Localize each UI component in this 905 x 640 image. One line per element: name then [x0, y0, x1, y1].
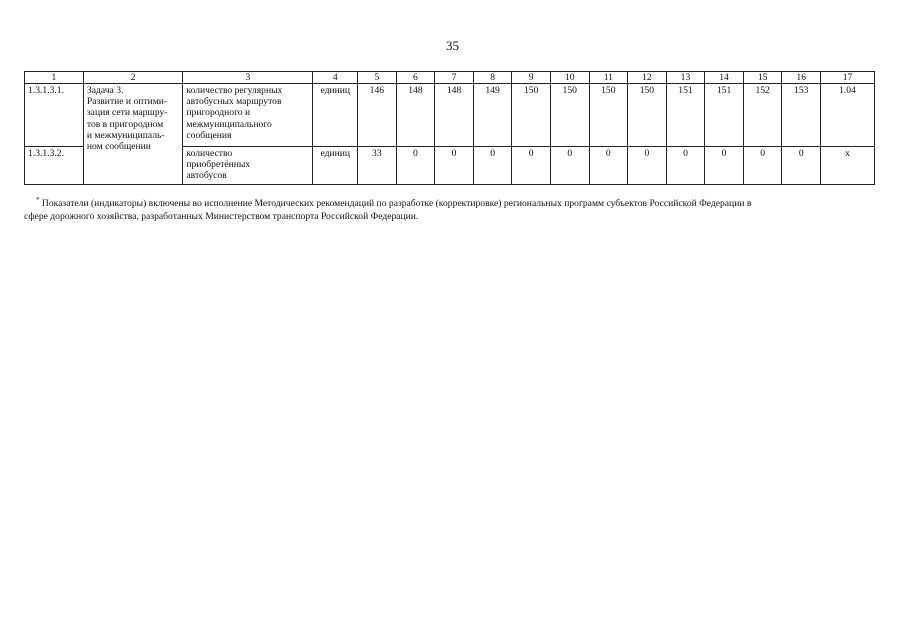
header-cell: 7	[435, 72, 474, 84]
header-cell: 6	[396, 72, 435, 84]
footnote-marker: *	[36, 195, 40, 204]
unit-cell: единиц	[313, 84, 358, 147]
task-line: тов в пригородном	[86, 118, 164, 130]
header-cell: 15	[743, 72, 782, 84]
task-line: Развитие и оптими-	[86, 96, 168, 108]
table-row	[25, 84, 875, 147]
row-code: 1.3.1.3.2.	[25, 147, 84, 185]
value-cell: 33	[358, 147, 397, 185]
value-cell: 149	[473, 84, 512, 147]
value-cell: 0	[782, 147, 821, 185]
value-cell: 0	[628, 147, 667, 185]
indicator-cell	[183, 147, 313, 185]
header-cell: 8	[473, 72, 512, 84]
value-cell: 1.04	[821, 84, 875, 147]
value-cell: 150	[550, 84, 589, 147]
value-cell: 0	[435, 147, 474, 185]
header-cell: 14	[705, 72, 744, 84]
value-cell: 150	[628, 84, 667, 147]
row-code: 1.3.1.3.1.	[25, 84, 84, 147]
unit-cell: единиц	[313, 147, 358, 185]
task-line: зация сети маршру-	[86, 107, 168, 119]
header-row	[25, 72, 875, 84]
footnote-text: Показатели (индикаторы) включены во исполнение Методических рекомендаций по разработке (корректировке) региональных программ субъектов Российской Федерации в	[41, 198, 752, 209]
value-cell: 0	[589, 147, 628, 185]
indicator-cell	[183, 84, 313, 147]
footnote-line: сфере дорожного хозяйства, разработанных Министерством транспорта Российской Федерации.	[24, 211, 419, 222]
value-cell: 146	[358, 84, 397, 147]
indicator-line: автобусов	[186, 170, 227, 182]
value-cell: 151	[705, 84, 744, 147]
footnote-line	[36, 197, 866, 210]
task-line: и межмуниципаль-	[86, 129, 165, 141]
indicator-line: межмуниципального	[186, 118, 272, 130]
header-cell: 1	[25, 72, 84, 84]
value-cell: 148	[435, 84, 474, 147]
header-cell: 16	[782, 72, 821, 84]
task-line: Задача 3.	[86, 85, 124, 96]
value-cell: 152	[743, 84, 782, 147]
header-cell: 11	[589, 72, 628, 84]
header-cell: 5	[358, 72, 397, 84]
indicator-line: приобретённых	[186, 159, 251, 171]
header-cell: 9	[512, 72, 551, 84]
indicator-line: сообщения	[186, 129, 232, 141]
header-cell: 17	[821, 72, 875, 84]
value-cell: 0	[666, 147, 705, 185]
value-cell: 148	[396, 84, 435, 147]
value-cell: 0	[396, 147, 435, 185]
value-cell: 151	[666, 84, 705, 147]
indicator-line: пригородного и	[186, 107, 251, 119]
task-cell	[83, 84, 183, 185]
value-cell: 153	[782, 84, 821, 147]
header-cell: 13	[666, 72, 705, 84]
header-cell: 3	[183, 72, 313, 84]
value-cell: х	[821, 147, 875, 185]
header-cell: 4	[313, 72, 358, 84]
header-cell: 10	[550, 72, 589, 84]
value-cell: 150	[512, 84, 551, 147]
value-cell: 0	[473, 147, 512, 185]
indicator-line: количество регулярных	[186, 85, 283, 96]
task-line: ном сообщении	[86, 141, 151, 153]
value-cell: 0	[705, 147, 744, 185]
page-number: 35	[446, 38, 459, 53]
indicators-table	[24, 71, 875, 185]
indicator-line: количество	[186, 148, 233, 159]
footnote	[24, 195, 866, 223]
header-cell: 12	[628, 72, 667, 84]
value-cell: 0	[512, 147, 551, 185]
value-cell: 0	[550, 147, 589, 185]
indicator-line: автобусных маршрутов	[186, 96, 282, 108]
value-cell: 0	[743, 147, 782, 185]
value-cell: 150	[589, 84, 628, 147]
header-cell: 2	[83, 72, 183, 84]
